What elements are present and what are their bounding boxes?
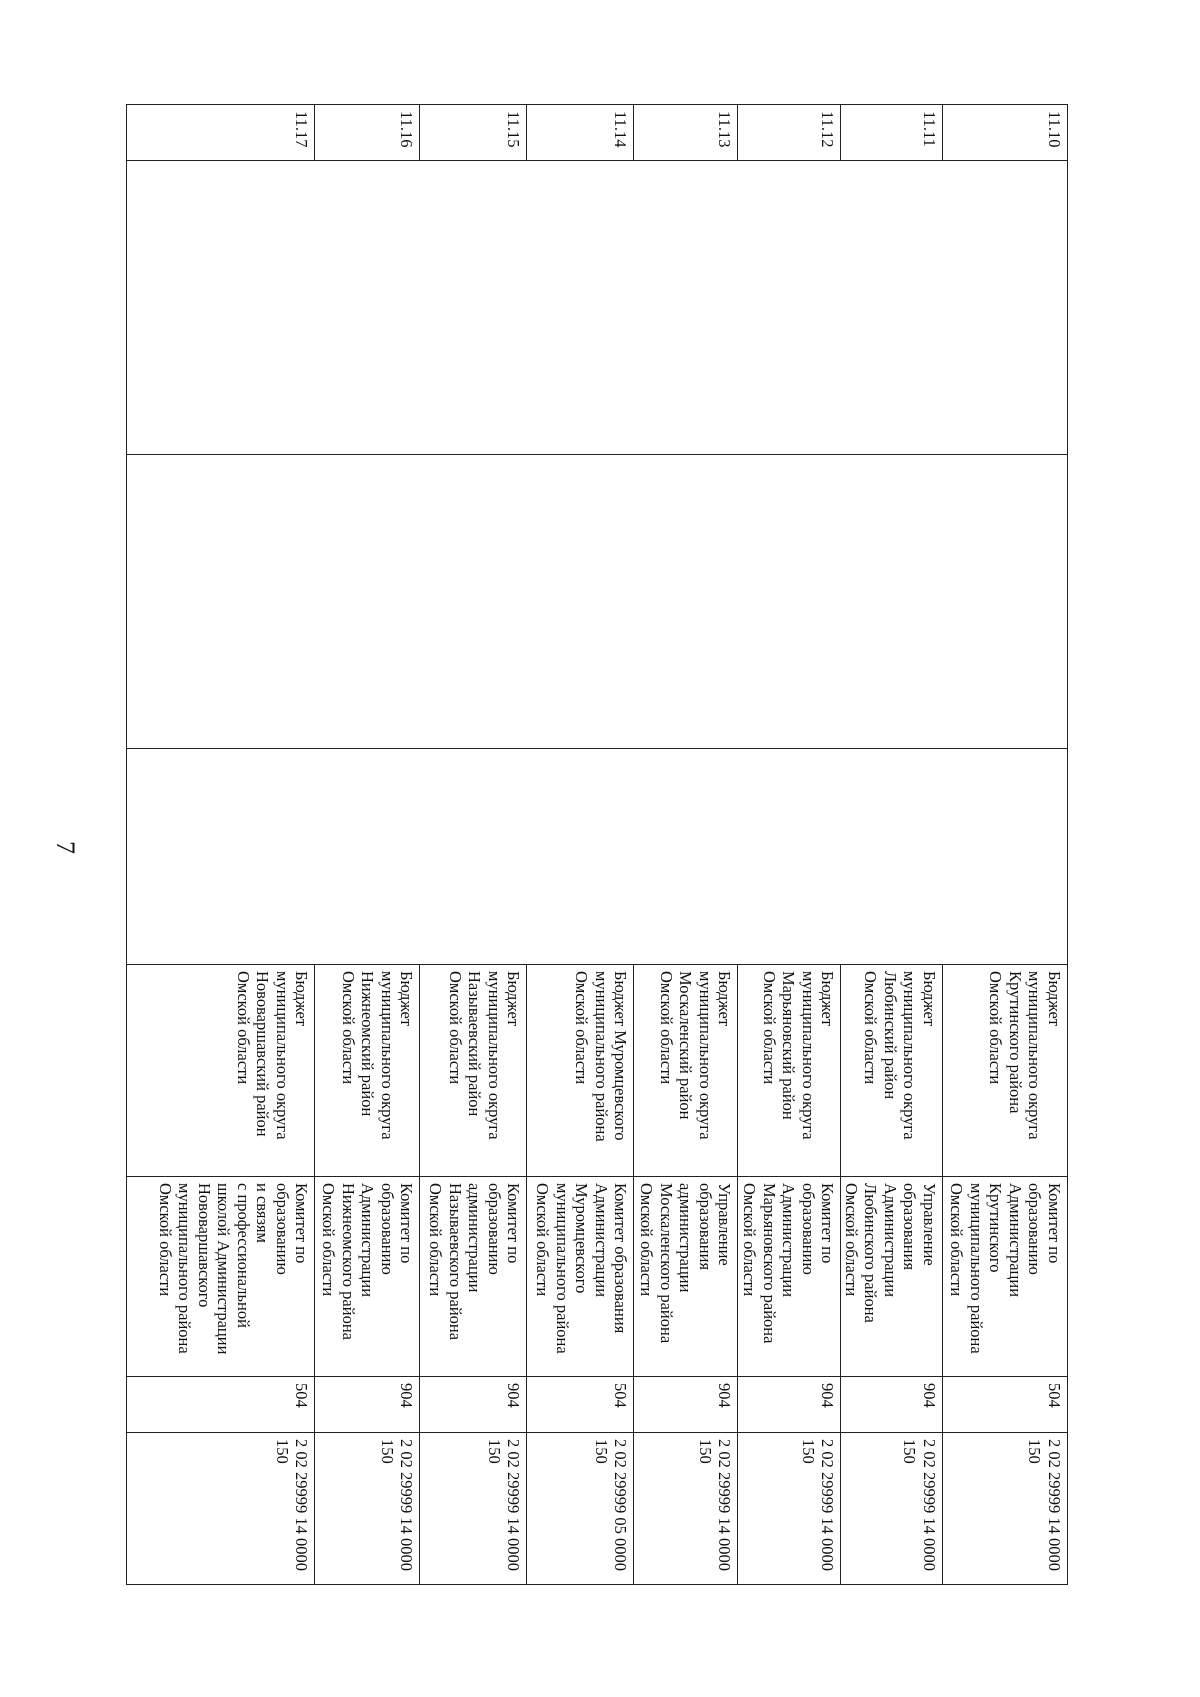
budget-name: Бюджет муниципального округа Любинский район Омской области <box>841 965 943 1177</box>
budget-name: Бюджет муниципального округа Марьяновский район Омской области <box>738 965 841 1177</box>
kbk-code: 2 02 29999 14 0000 150 <box>127 1433 315 1585</box>
admin-code: 904 <box>841 1377 943 1433</box>
row-number: 11.11 <box>841 105 943 161</box>
admin-code: 504 <box>527 1377 634 1433</box>
admin-code: 904 <box>738 1377 841 1433</box>
row-number: 11.17 <box>127 105 315 161</box>
kbk-code: 2 02 29999 05 0000 150 <box>527 1433 634 1585</box>
empty-cell <box>127 455 1068 749</box>
admin-code: 904 <box>420 1377 527 1433</box>
administrator-name: Комитет по образованию Администрации Нижнеомского района Омской области <box>315 1177 420 1377</box>
row-number: 11.14 <box>527 105 634 161</box>
kbk-code: 2 02 29999 14 0000 150 <box>841 1433 943 1585</box>
page-number: 7 <box>51 841 80 854</box>
budget-name: Бюджет муниципального округа Нововаршавский район Омской области <box>127 965 315 1177</box>
table-row <box>943 105 1068 1585</box>
administrator-name: Комитет по образованию и связям с профессиональной школой Администрации Нововаршавского муниципального района Омской области <box>127 1177 315 1377</box>
administrator-name: Комитет по образованию администрации Называевского района Омской области <box>420 1177 527 1377</box>
admin-code: 504 <box>943 1377 1068 1433</box>
empty-cell <box>127 749 1068 965</box>
rotated-table-wrapper <box>128 104 1068 1584</box>
budget-name: Бюджет муниципального округа Москаленский район Омской области <box>634 965 738 1177</box>
kbk-code: 2 02 29999 14 0000 150 <box>738 1433 841 1585</box>
kbk-code: 2 02 29999 14 0000 150 <box>315 1433 420 1585</box>
row-number: 11.10 <box>943 105 1068 161</box>
kbk-code: 2 02 29999 14 0000 150 <box>943 1433 1068 1585</box>
row-number: 11.12 <box>738 105 841 161</box>
budget-name: Бюджет муниципального округа Крутинского района Омской области <box>943 965 1068 1177</box>
admin-code: 504 <box>127 1377 315 1433</box>
admin-code: 904 <box>634 1377 738 1433</box>
kbk-code: 2 02 29999 14 0000 150 <box>634 1433 738 1585</box>
kbk-code: 2 02 29999 14 0000 150 <box>420 1433 527 1585</box>
row-number: 11.16 <box>315 105 420 161</box>
budget-name: Бюджет муниципального округа Называевский район Омской области <box>420 965 527 1177</box>
administrator-name: Комитет образования Администрации Муромцевского муниципального района Омской области <box>527 1177 634 1377</box>
budget-name: Бюджет Муромцевского муниципального района Омской области <box>527 965 634 1177</box>
row-number: 11.13 <box>634 105 738 161</box>
administrator-name: Комитет по образованию Администрации Марьяновского района Омской области <box>738 1177 841 1377</box>
empty-cell <box>127 161 1068 455</box>
budget-table <box>127 104 1069 1585</box>
administrator-name: Комитет по образованию Администрации Крутинского муниципального района Омской области <box>943 1177 1068 1377</box>
budget-name: Бюджет муниципального округа Нижнеомский район Омской области <box>315 965 420 1177</box>
administrator-name: Управление образования Администрации Любинского района Омской области <box>841 1177 943 1377</box>
administrator-name: Управление образования администрации Москаленского района Омской области <box>634 1177 738 1377</box>
row-number: 11.15 <box>420 105 527 161</box>
admin-code: 904 <box>315 1377 420 1433</box>
